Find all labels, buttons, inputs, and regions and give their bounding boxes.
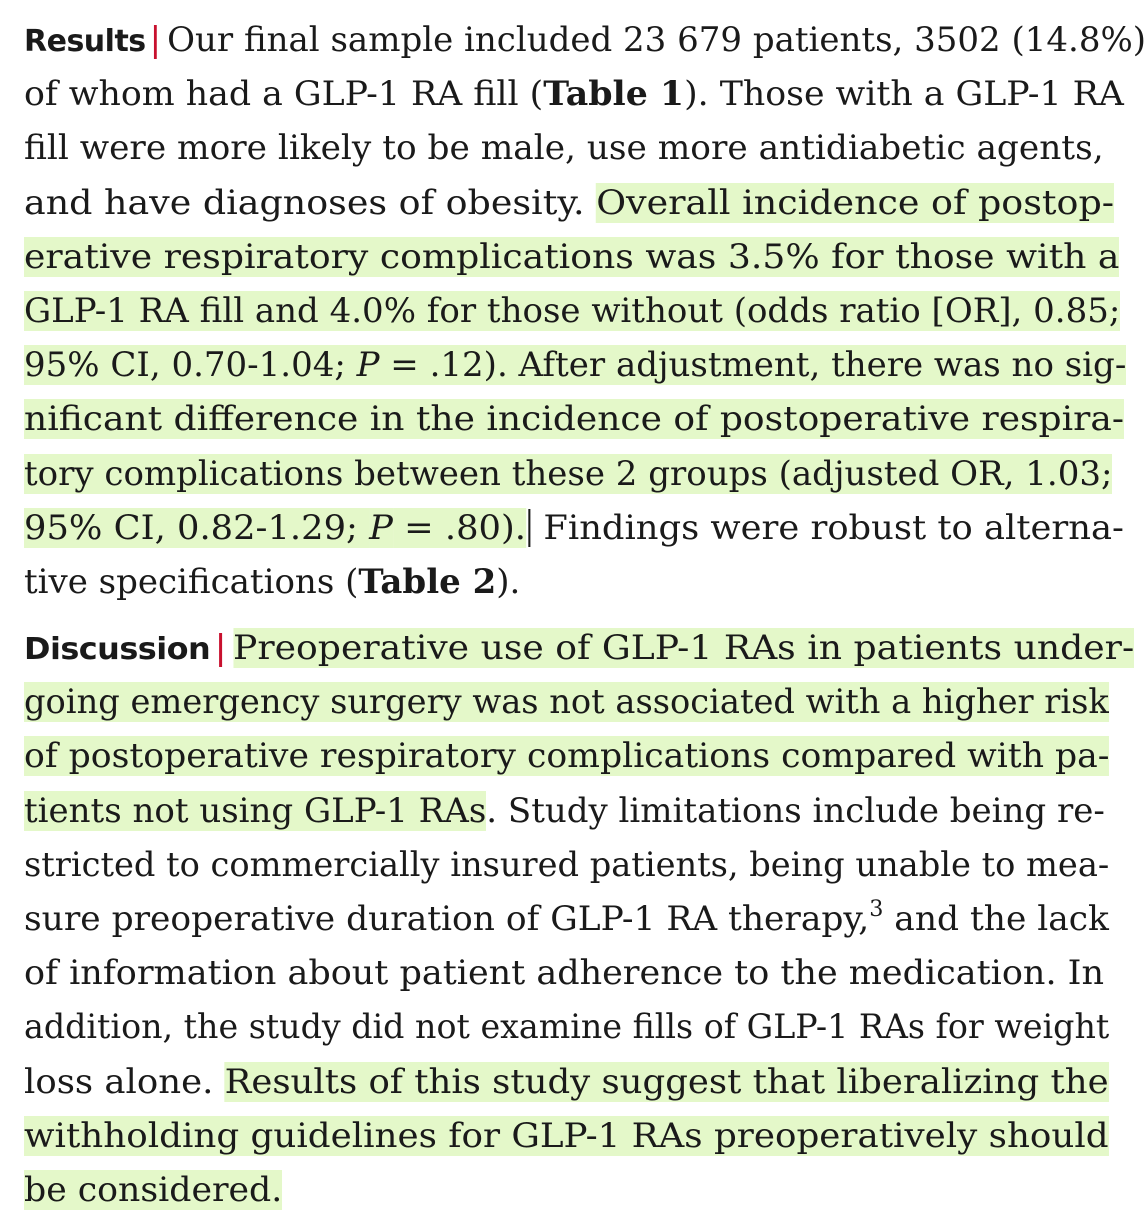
text-segment: ). — [496, 562, 521, 602]
text-segment: ). Those with a GLP-1 RA — [684, 74, 1124, 115]
table-reference[interactable]: Table 1 — [543, 74, 685, 115]
citation-superscript: 3 — [869, 897, 884, 922]
highlighted-text: 95% CI, 0.70-1.04; — [24, 345, 357, 386]
discussion-line — [24, 1005, 1109, 1049]
text-segment: loss alone. — [24, 1061, 225, 1102]
discussion-line — [24, 1060, 1109, 1104]
text-segment: of whom had a GLP-1 RA fill ( — [24, 74, 544, 115]
highlighted-text: erative respiratory complications was 3.5% for those with a — [24, 236, 1120, 277]
text-segment: stricted to commercially insured patients, being unable to mea- — [24, 844, 1110, 885]
text-segment: and have diagnoses of obesity. — [24, 182, 597, 223]
highlighted-text: nificant difference in the incidence of postoperative respira- — [24, 399, 1125, 440]
highlighted-text: 95% CI, 0.82-1.29; — [24, 507, 370, 548]
text-segment: . Study limitations include being re- — [486, 790, 1105, 831]
results-line — [24, 18, 1146, 62]
heading-separator: | — [149, 20, 162, 60]
text-segment: addition, the study did not examine fills of GLP-1 RAs for weight — [24, 1007, 1110, 1048]
results-line — [24, 72, 1124, 116]
results-line — [24, 452, 1112, 496]
results-line — [24, 181, 1114, 225]
discussion-line — [24, 789, 1105, 833]
table-reference[interactable]: Table 2 — [358, 562, 497, 602]
discussion-line — [24, 843, 1109, 887]
highlighted-text: GLP-1 RA fill and 4.0% for those without (odds ratio [OR], 0.85; — [24, 291, 1121, 331]
discussion-line — [24, 734, 1109, 778]
highlighted-text: tory complications between these 2 groups (adjusted OR, 1.03; — [24, 453, 1113, 494]
results-line — [24, 235, 1119, 279]
text-cursor — [528, 509, 530, 547]
discussion-line — [24, 680, 1109, 724]
text-segment: Findings were robust to alterna- — [532, 507, 1124, 548]
discussion-line — [24, 897, 1109, 941]
highlighted-text: = .12). After adjustment, there was no sig- — [379, 345, 1127, 386]
discussion-line — [24, 1114, 1109, 1158]
highlighted-text: tients not using GLP-1 RAs — [24, 790, 487, 831]
results-line — [24, 506, 1124, 550]
highlighted-text: = .80). — [392, 507, 526, 548]
results-line — [24, 397, 1124, 441]
discussion-heading: Discussion — [24, 632, 211, 667]
results-line — [24, 560, 520, 604]
highlighted-text: of postoperative respiratory complications compared with pa- — [24, 736, 1110, 777]
highlighted-text: going emergency surgery was not associated with a higher risk — [24, 682, 1109, 723]
results-heading: Results — [24, 24, 146, 59]
text-segment: tive specifications ( — [24, 562, 359, 602]
text-segment: and the lack — [883, 899, 1109, 939]
results-line — [24, 126, 1104, 170]
highlighted-text: Overall incidence of postop- — [596, 182, 1115, 223]
heading-separator: | — [214, 628, 227, 668]
text-segment: Our final sample included 23 679 patients, 3502 (14.8%) — [167, 20, 1146, 60]
results-line — [24, 289, 1120, 333]
text-segment: of information about patient adherence to the medication. In — [24, 953, 1105, 994]
p-value-symbol: P — [356, 345, 380, 386]
highlighted-text: Results of this study suggest that liberalizing the — [224, 1061, 1109, 1102]
discussion-line — [24, 1168, 282, 1212]
text-segment: fill were more likely to be male, use more antidiabetic agents, — [24, 128, 1104, 169]
discussion-line — [24, 951, 1104, 995]
highlighted-text: withholding guidelines for GLP-1 RAs preoperatively should — [24, 1115, 1109, 1156]
results-line — [24, 343, 1126, 387]
highlighted-text: be considered. — [24, 1170, 283, 1210]
text-segment: sure preoperative duration of GLP-1 RA therapy, — [24, 899, 870, 939]
discussion-line — [24, 626, 1134, 670]
highlighted-text: Preoperative use of GLP-1 RAs in patients under- — [233, 628, 1135, 668]
p-value-symbol: P — [369, 507, 393, 548]
